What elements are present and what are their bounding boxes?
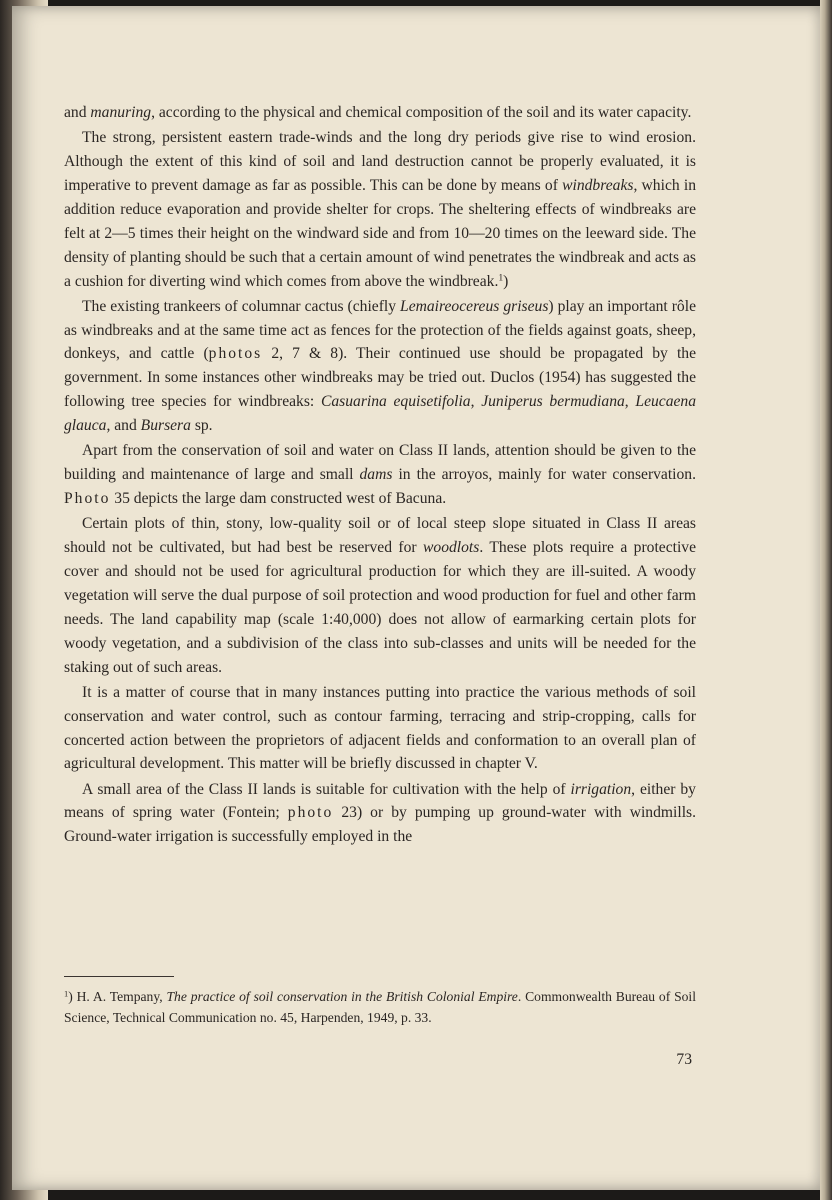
paragraph: [64, 295, 696, 438]
italic-text: windbreaks: [562, 176, 634, 194]
italic-text: Lemaireocereus griseus: [400, 297, 549, 315]
text-run: The existing trankeers of columnar cactus (chiefly: [82, 297, 401, 315]
italic-text: dams: [359, 466, 393, 484]
footnote-marker: 1: [64, 988, 69, 999]
italic-text: woodlots: [423, 539, 480, 557]
italic-text: Juniperus bermudiana: [481, 393, 625, 411]
italic-text: Leucaena glauca: [64, 393, 697, 435]
paragraph: [64, 126, 696, 293]
page-edge: [820, 0, 832, 1200]
italic-text: Casuarina equisetifolia: [320, 393, 471, 411]
italic-text: irrigation: [570, 780, 632, 798]
text-run: ) play an important rôle as windbreaks and at the same time act as fences for the protection of the fields against goats, sheep, donkeys, and cattle (: [64, 297, 696, 363]
text-run: ): [503, 272, 509, 290]
paragraph: [64, 439, 696, 511]
spaced-text: photos: [208, 345, 263, 363]
text-run: It is a matter of course that in many instances putting into practice the various methods of soil conservation and water control, such as contour farming, terracing and strip-cropping, calls for concerted action between the proprietors of adjacent fields and conformation to an overall plan of agricultural development. This matter will be briefly discussed in chapter V.: [64, 683, 696, 773]
text-run: ) H. A. Tempany,: [68, 989, 167, 1004]
text-run: 35 depicts the large dam constructed west of Bacuna.: [110, 490, 447, 508]
footnote-marker: 1: [498, 272, 504, 284]
italic-text: Bursera: [140, 417, 191, 435]
text-run: . These plots require a protective cover and should not be used for agricultural production for which they are ill-suited. A woody vegetation will serve the dual purpose of soil protection and wood production for fuel and other farm needs. The land capability map (scale 1:40,000) does not allow of earmarking certain plots for woody vegetation, and a subdivision of the class into sub-classes and units will be needed for the staking out of such areas.: [64, 539, 697, 676]
text-run: 23) or by pumping up ground-water with windmills. Ground-water irrigation is successfully employed in the: [64, 804, 696, 846]
text-run: ,: [470, 393, 482, 411]
text-run: . Commonwealth Bureau of Soil Science, Technical Communication no. 45, Harpenden, 1949, p. 33.: [64, 989, 696, 1025]
paragraph: [64, 101, 696, 125]
paragraph: [64, 778, 696, 850]
body-text: [64, 101, 696, 849]
paragraph: [64, 512, 696, 679]
page-number: 73: [676, 1051, 692, 1068]
text-run: sp.: [190, 417, 213, 435]
text-run: 2, 7 & 8). Their continued use should be propagated by the government. In some instances other windbreaks may be tried out. Duclos (1954) has suggested the following tree species for windbreaks:: [64, 345, 696, 411]
text-run: A small area of the Class II lands is suitable for cultivation with the help of: [82, 780, 571, 798]
book-page: [12, 6, 820, 1190]
text-run: , and: [106, 417, 141, 435]
text-run: The strong, persistent eastern trade-winds and the long dry periods give rise to wind erosion. Although the extent of this kind of soil and land destruction cannot be properly evaluated, it is imperative to prevent damage as far as possible. This can be done by means of: [64, 129, 696, 194]
footnote: [64, 986, 696, 1028]
italic-text: The practice of soil conservation in the British Colonial Empire: [166, 989, 518, 1004]
paragraph: [64, 681, 696, 777]
footnote-rule: [64, 976, 174, 977]
text-run: Certain plots of thin, stony, low-quality soil or of local steep slope situated in Class II areas should not be cultivated, but had best be reserved for: [64, 515, 696, 557]
text-run: Apart from the conservation of soil and water on Class II lands, attention should be given to the building and maintenance of large and small: [64, 442, 696, 484]
text-run: , which in addition reduce evaporation and provide shelter for crops. The sheltering effects of windbreaks are felt at 2—5 times their height on the windward side and from 10—20 times on the leeward side. The density of planting should be such that a certain amount of wind penetrates the windbreak and acts as a cushion for diverting wind which comes from above the windbreak.: [64, 176, 697, 290]
text-run: and: [64, 104, 91, 121]
text-run: , either by means of spring water (Fontein;: [64, 780, 696, 822]
text-run: in the arroyos, mainly for water conservation.: [392, 466, 697, 484]
spaced-text: photo: [287, 804, 334, 822]
spaced-text: Photo: [64, 490, 111, 508]
italic-text: manuring: [90, 104, 152, 121]
text-run: ,: [624, 393, 636, 411]
text-run: , according to the physical and chemical composition of the soil and its water capacity.: [151, 104, 692, 121]
